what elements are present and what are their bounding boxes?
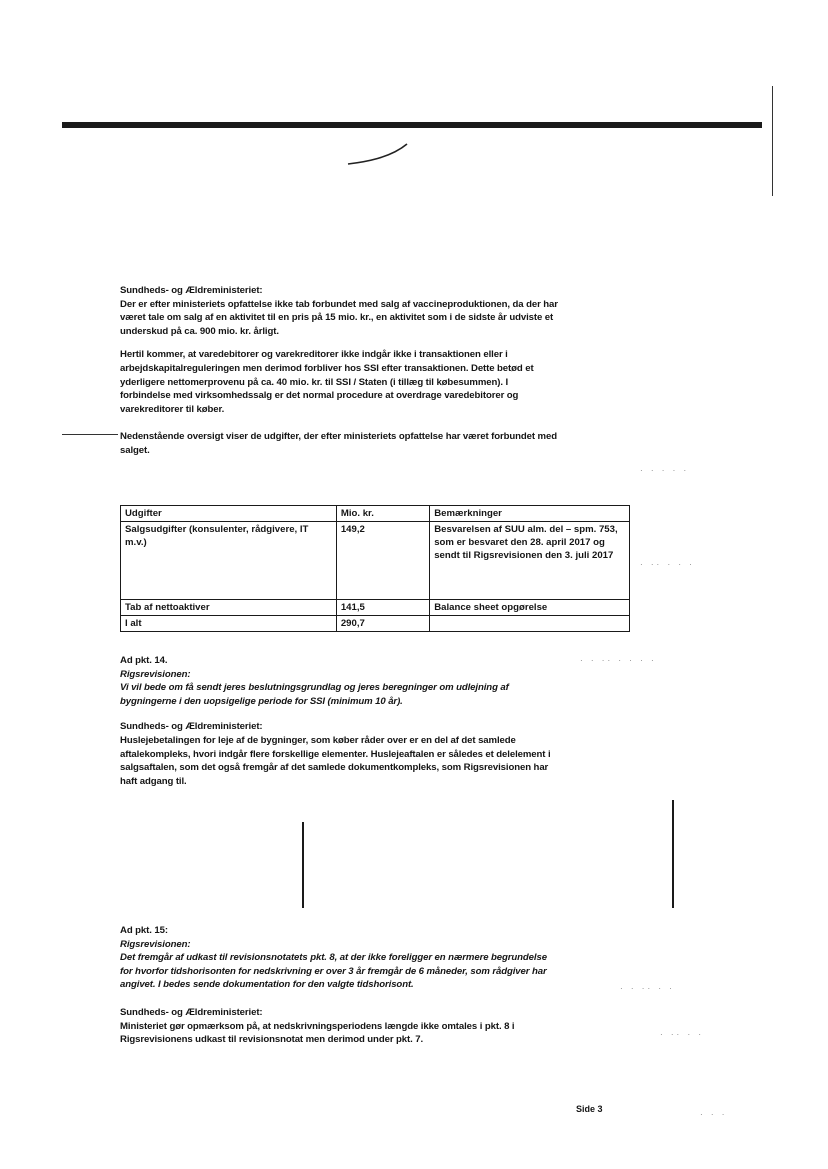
section-ministry-reply-1: [120, 284, 560, 458]
ministry-heading: Sundheds- og Ældreministeriet:: [120, 285, 263, 296]
scan-line: [302, 822, 304, 908]
section-item-14: [120, 654, 560, 788]
section-item-15: [120, 924, 560, 1047]
audit-question: Vi vil bede om få sendt jeres beslutningsgrundlag og jeres beregninger om udlejning af bygningerne i den uopsigelige periode for SSI (minimum 10 år).: [120, 682, 509, 707]
table-cell: 141,5: [336, 600, 429, 616]
scan-artifact: [772, 86, 773, 196]
ministry-answer: Huslejebetalingen for leje af de bygninger, som køber råder over er en del af det samlede aftalekompleks, hvori indgår flere forskellige elementer. Huslejeaftalen er således et delelement i salgsaftalen, som det også fremgår af det samlede dokumentkompleks, som Rigsrevisionen har haft adgang til.: [120, 734, 551, 787]
handwritten-stroke: [345, 140, 415, 170]
item-heading: Ad pkt. 14.: [120, 655, 168, 666]
table-header-cell: Mio. kr.: [336, 506, 429, 522]
ministry-paragraph: Der er efter ministeriets opfattelse ikke tab forbundet med salg af vaccineproduktionen, da der har været tale om salg af en aktivitet til en pris på 15 mio. kr., en aktivitet som i de sidste år udviste et underskud på ca. 900 mio. kr. årligt.: [120, 298, 558, 337]
table-row: [121, 600, 630, 616]
table-row: [121, 616, 630, 632]
page-number: Side 3: [576, 1104, 603, 1114]
table-header-cell: Bemærkninger: [430, 506, 630, 522]
scan-noise: · · · · ·: [640, 466, 690, 475]
table-cell: 290,7: [336, 616, 429, 632]
table-cell: Salgsudgifter (konsulenter, rådgivere, IT m.v.): [121, 522, 337, 600]
scan-noise: · ·· · · ·: [640, 560, 695, 569]
margin-line: [62, 434, 118, 435]
expenses-table: [120, 505, 630, 632]
table-cell: [430, 616, 630, 632]
audit-question: Det fremgår af udkast til revisionsnotatets pkt. 8, at der ikke foreligger en nærmere begrundelse for hvorfor tidshorisonten for nedskrivning er over 3 år fremgår de 6 måneder, som rådgiver har angivet. I bedes sende dokumentation for den valgte tidshorisont.: [120, 952, 547, 991]
ministry-answer: Ministeriet gør opmærksom på, at nedskrivningsperiodens længde ikke omtales i pkt. 8 i Rigsrevisionens udkast til revisionsnotat men derimod under pkt. 7.: [120, 1020, 515, 1046]
scan-noise: · · ·: [700, 1110, 728, 1119]
ministry-paragraph: Nedenstående oversigt viser de udgifter, der efter ministeriets opfattelse har været forbundet med salget.: [120, 431, 557, 456]
table-cell: Tab af nettoaktiver: [121, 600, 337, 616]
item-heading: Ad pkt. 15:: [120, 925, 168, 936]
ministry-heading: Sundheds- og Ældreministeriet:: [120, 721, 263, 733]
table-cell: I alt: [121, 616, 337, 632]
scan-line: [672, 800, 674, 908]
scan-noise: · ·· · ·: [660, 1030, 704, 1039]
table-row: [121, 522, 630, 600]
table-header-cell: Udgifter: [121, 506, 337, 522]
ministry-paragraph: Hertil kommer, at varedebitorer og varekreditorer ikke indgår ikke i transaktionen eller i arbejdskapitalreguleringen men derimod forbliver hos SSI efter transaktionen. Dette betød et yderligere nettomerprovenu på ca. 40 mio. kr. til SSI / Staten (i tillæg til købesummen). I forbindelse med virksomhedssalg er det normal procedure at overdrage varedebitorer og varekreditorer til køber.: [120, 349, 534, 415]
scan-noise: · · ·· · · · ·: [580, 656, 657, 665]
audit-heading: Rigsrevisionen:: [120, 668, 191, 680]
table-cell: Besvarelsen af SUU alm. del – spm. 753, som er besvaret den 28. april 2017 og sendt til Rigsrevisionen den 3. juli 2017: [430, 522, 630, 600]
scan-noise: · · ·· · ·: [620, 984, 675, 993]
audit-heading: Rigsrevisionen:: [120, 938, 191, 950]
table-header-row: [121, 506, 630, 522]
ministry-heading: Sundheds- og Ældreministeriet:: [120, 1006, 263, 1018]
table-cell: Balance sheet opgørelse: [430, 600, 630, 616]
table-cell: 149,2: [336, 522, 429, 600]
header-rule: [62, 122, 762, 128]
